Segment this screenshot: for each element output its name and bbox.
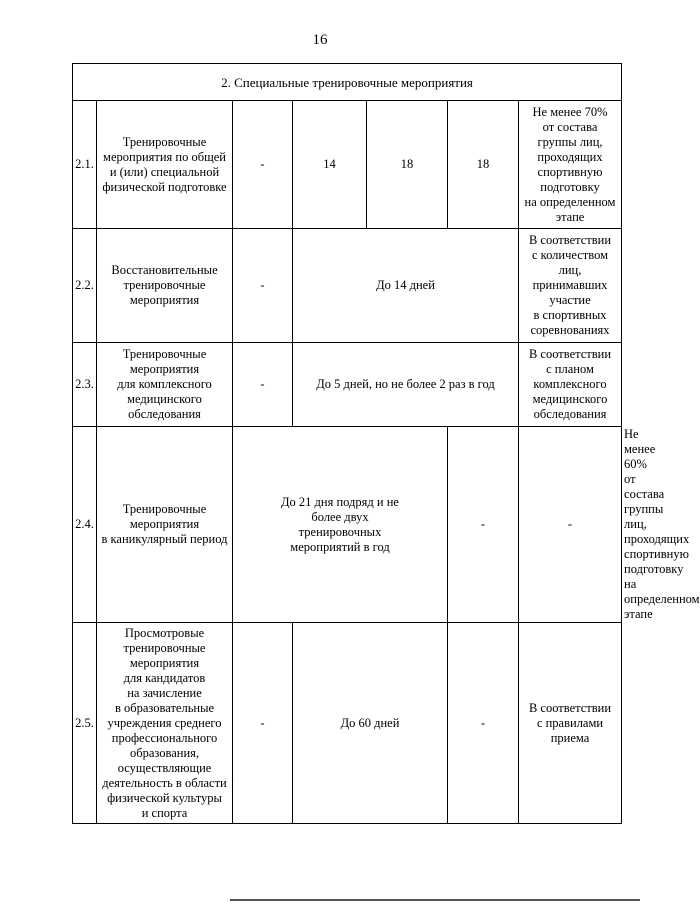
- table-row: [73, 427, 622, 623]
- event-name-text: Тренировочные мероприятия по общей и (или) специальной физической подготовке: [102, 134, 227, 194]
- stage-value: 18: [448, 101, 519, 229]
- participants-note: [519, 343, 622, 427]
- event-name-text: Просмотровые тренировочные мероприятия для кандидатов на зачисление в образовательные учреждения среднего профессионального образования, осуществляющие деятельность в области физической культуры и спорта: [102, 625, 227, 820]
- duration-span: [233, 427, 448, 623]
- table-row: [73, 623, 622, 824]
- participants-note-text: В соответствии с правилами приема: [528, 700, 612, 745]
- training-events-table: [72, 63, 700, 824]
- duration-span: До 60 дней: [293, 623, 448, 824]
- participants-note-text: Не менее 70% от состава группы лиц, проходящих спортивную подготовку на определенном этапе: [524, 104, 616, 224]
- section-header-row: [73, 64, 622, 101]
- participants-note-text: В соответствии с количеством лиц, принимавших участие в спортивных соревнованиях: [528, 233, 612, 337]
- stage-value: -: [233, 623, 293, 824]
- participants-note: [519, 101, 622, 229]
- scan-speck: ·: [231, 776, 235, 787]
- row-number: 2.5.: [73, 623, 97, 824]
- stage-value: -: [448, 623, 519, 824]
- stage-value: -: [233, 101, 293, 229]
- page-number: 16: [312, 32, 328, 48]
- duration-span-text: До 21 дня подряд и не более двух тренировочных мероприятий в год: [281, 494, 399, 554]
- stage-value: 18: [367, 101, 448, 229]
- event-name: [97, 427, 233, 623]
- stage-value: 14: [293, 101, 367, 229]
- participants-note: [519, 623, 622, 824]
- event-name: [97, 623, 233, 824]
- table-row: [73, 229, 622, 343]
- participants-note-text: В соответствии с планом комплексного медицинского обследования: [528, 347, 612, 421]
- duration-span: До 14 дней: [293, 229, 519, 343]
- stage-value: -: [233, 343, 293, 427]
- table-row: [73, 343, 622, 427]
- event-name: [97, 343, 233, 427]
- event-name-text: Тренировочные мероприятия для комплексного медицинского обследования: [117, 347, 212, 421]
- duration-span: До 5 дней, но не более 2 раз в год: [293, 343, 519, 427]
- event-name: [97, 101, 233, 229]
- event-name: [97, 229, 233, 343]
- scan-bottom-edge: [230, 899, 640, 901]
- section-title: 2. Специальные тренировочные мероприятия: [73, 64, 622, 101]
- row-number: 2.2.: [73, 229, 97, 343]
- stage-value: -: [233, 229, 293, 343]
- event-name-text: Восстановительные тренировочные мероприятия: [111, 263, 218, 307]
- row-number: 2.3.: [73, 343, 97, 427]
- stage-value: -: [448, 427, 519, 623]
- participants-note: [519, 229, 622, 343]
- event-name-text: Тренировочные мероприятия в каникулярный период: [101, 502, 228, 546]
- table-row: [73, 101, 622, 229]
- row-number: 2.4.: [73, 427, 97, 623]
- participants-note-text: Не менее 60% от состава группы лиц, проходящих спортивную подготовку на определенном этапе: [624, 427, 700, 621]
- row-number: 2.1.: [73, 101, 97, 229]
- stage-value: -: [519, 427, 622, 623]
